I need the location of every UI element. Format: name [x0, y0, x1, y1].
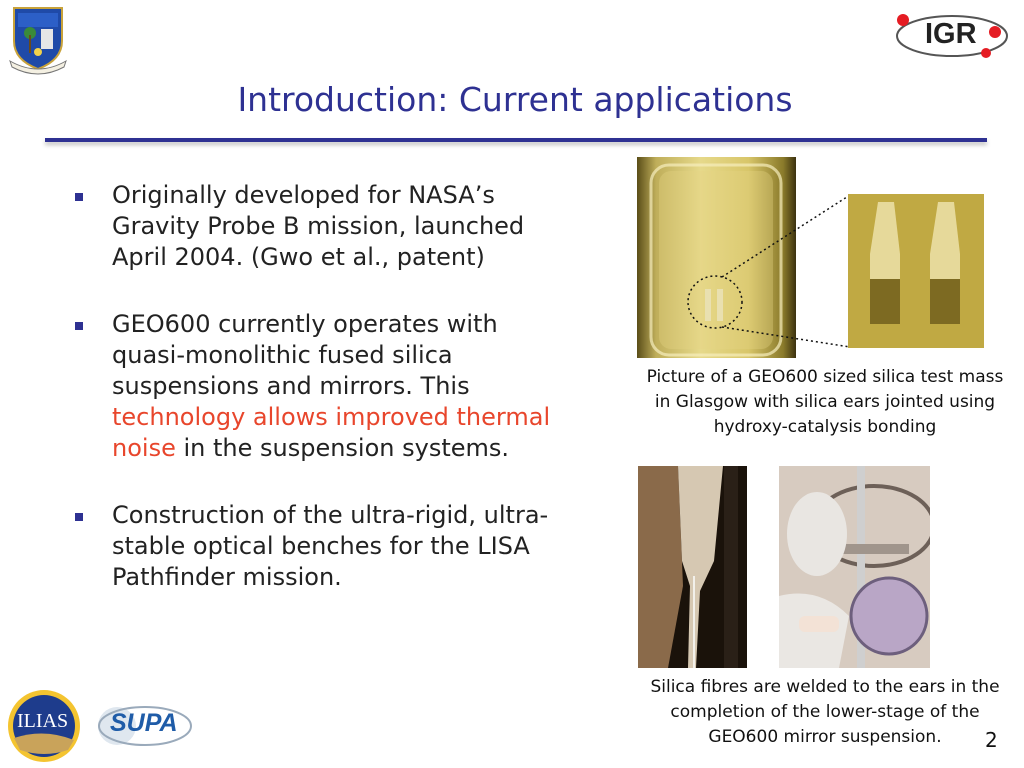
bullet-text: GEO600 currently operates with quasi-monolithic fused silica suspensions and mirrors. This [112, 310, 498, 400]
suspension-assembly-photo [779, 466, 930, 668]
zoom-connector [630, 185, 860, 355]
supa-logo-text: SUPA [110, 709, 178, 737]
test-mass-caption: Picture of a GEO600 sized silica test mass in Glasgow with silica ears jointed using hydroxy-catalysis bonding [646, 367, 1004, 437]
slide-title: Introduction: Current applications [237, 80, 793, 119]
igr-logo [890, 8, 1015, 64]
ilias-logo-text: ILIAS [17, 710, 69, 732]
bullet-item [75, 309, 555, 464]
silica-fibre-photo [638, 466, 747, 668]
title-underline [45, 138, 987, 142]
bullet-item [75, 500, 555, 593]
square-bullet-icon [75, 513, 83, 521]
silica-ears-photo [848, 194, 984, 348]
bullet-text: Construction of the ultra-rigid, ultra-stable optical benches for the LISA Pathfinder mission. [112, 501, 549, 591]
fibres-caption: Silica fibres are welded to the ears in the completion of the lower-stage of the GEO600 mirror suspension. [650, 677, 1000, 747]
igr-logo-text: IGR [925, 18, 977, 50]
bullet-item [75, 180, 555, 273]
square-bullet-icon [75, 193, 83, 201]
bullet-list [75, 180, 555, 593]
bullet-text: Originally developed for NASA’s Gravity Probe B mission, launched April 2004. (Gwo et al., patent) [112, 181, 525, 271]
university-crest-logo [8, 5, 68, 75]
supa-logo [97, 704, 193, 748]
ilias-logo [6, 688, 82, 764]
bullet-text: in the suspension systems. [175, 434, 510, 462]
square-bullet-icon [75, 322, 83, 330]
page-number: 2 [985, 728, 998, 752]
highlighted-text: technology allows improved thermal noise [112, 403, 551, 462]
